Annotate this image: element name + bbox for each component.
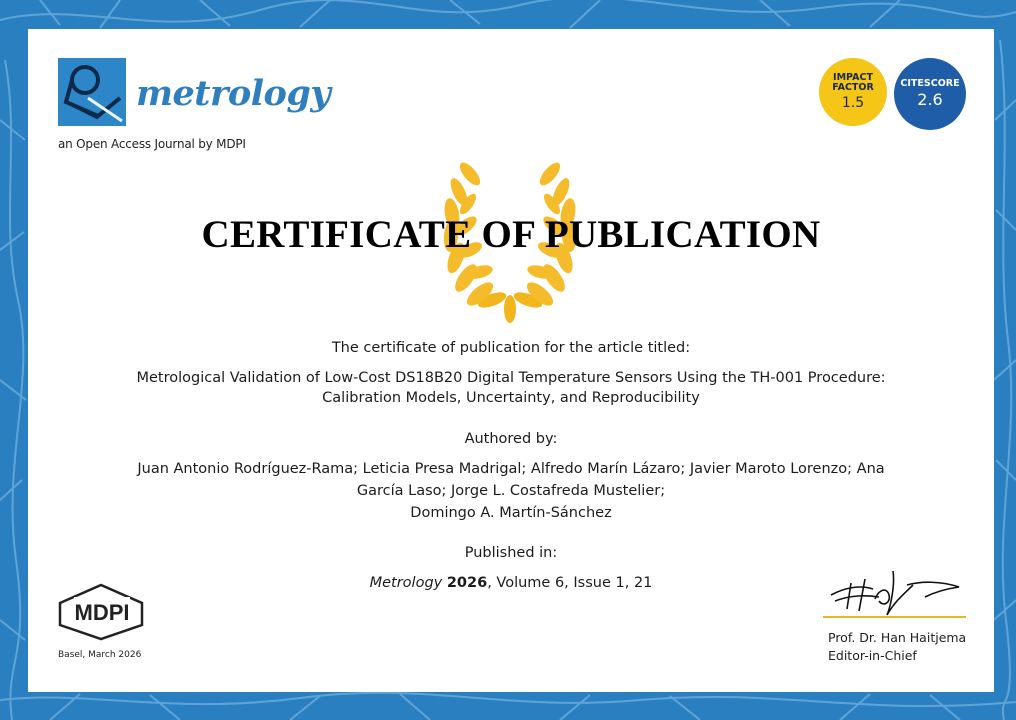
- authors-line-3: Domingo A. Martín-Sánchez: [410, 505, 612, 521]
- citation-year: 2026: [446, 575, 488, 591]
- certificate-card: [28, 29, 994, 692]
- citation-journal: Metrology: [369, 575, 443, 591]
- metrology-logo-icon: [58, 58, 126, 126]
- article-title-line-2: Calibration Models, Uncertainty, and Reproducibility: [322, 390, 700, 406]
- authors-line-1: Juan Antonio Rodríguez-Rama; Leticia Presa Madrigal; Alfredo Marín Lázaro; Javier Maroto Lorenzo; Ana: [137, 461, 885, 477]
- published-in-label: Published in:: [464, 545, 558, 561]
- authored-by-label: Authored by:: [464, 431, 558, 447]
- impact-factor-value: 1.5: [841, 95, 865, 112]
- place-date: Basel, March 2026: [58, 650, 142, 660]
- editor-role: Editor-in-Chief: [828, 648, 917, 663]
- citescore-value: 2.6: [917, 90, 943, 110]
- editor-signature-icon: [821, 565, 971, 617]
- citation-details: , Volume 6, Issue 1, 21: [487, 575, 653, 591]
- journal-name: metrology: [136, 73, 331, 114]
- article-title-line-1: Metrological Validation of Low-Cost DS18B20 Digital Temperature Sensors Using the TH-001 Procedure:: [136, 370, 886, 386]
- journal-tagline: an Open Access Journal by MDPI: [58, 137, 246, 151]
- citation: [123, 573, 899, 593]
- signature-line: [823, 616, 966, 618]
- intro-text: The certificate of publication for the article titled:: [331, 340, 691, 356]
- citescore-badge: [894, 58, 966, 130]
- mdpi-logo: [56, 581, 146, 645]
- citescore-label: CITESCORE: [900, 78, 960, 90]
- impact-factor-label: IMPACT: [833, 72, 873, 84]
- authors-line-2: García Laso; Jorge L. Costafreda Mustelier;: [356, 483, 666, 499]
- mdpi-logo-text: MDPI: [74, 600, 130, 625]
- editor-block: [828, 629, 966, 665]
- impact-factor-badge: [819, 58, 887, 126]
- certificate-title: CERTIFICATE OF PUBLICATION: [201, 213, 821, 256]
- editor-name: Prof. Dr. Han Haitjema: [828, 630, 967, 645]
- impact-factor-label-2: FACTOR: [832, 82, 874, 94]
